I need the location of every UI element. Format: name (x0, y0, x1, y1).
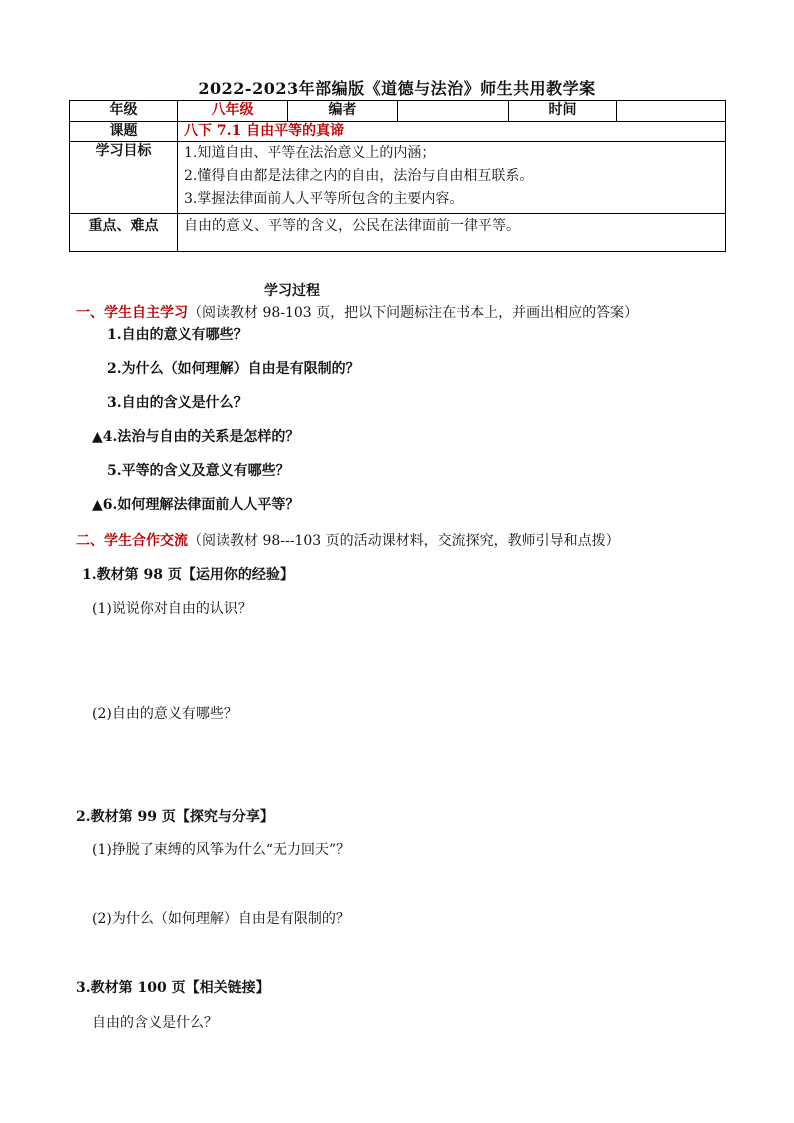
section1-header (76, 302, 638, 322)
list-item: 3.自由的含义是什么？ (107, 395, 248, 411)
list-item: ▲6.如何理解法律面前人人平等？ (92, 497, 300, 513)
editor-label: 编者 (288, 101, 398, 122)
list-item: 1.自由的意义有哪些？ (107, 327, 248, 343)
grade-label: 年级 (70, 101, 178, 122)
activity-title: 1.教材第 98 页【运用你的经验】 (82, 567, 294, 583)
activity-question: (2)自由的意义有哪些？ (92, 706, 238, 722)
goals-cell (178, 142, 726, 214)
activity-title: 2.教材第 99 页【探究与分享】 (76, 809, 274, 825)
table-row (70, 142, 726, 214)
section1-note: （阅读教材 98-103 页，把以下问题标注在书本上，并画出相应的答案） (188, 305, 639, 321)
activity-question: 自由的含义是什么？ (92, 1015, 218, 1031)
table-row (70, 101, 726, 122)
key-label: 重点、难点 (70, 214, 178, 252)
list-item: 2.为什么（如何理解）自由是有限制的？ (107, 361, 360, 377)
list-item: ▲4.法治与自由的关系是怎样的？ (92, 429, 300, 445)
activity-question: (2)为什么（如何理解）自由是有限制的？ (92, 911, 350, 927)
goal-item: 1.知道自由、平等在法治意义上的内涵； (184, 145, 436, 161)
lesson-info-table (69, 100, 726, 252)
goal-item: 2.懂得自由都是法律之内的自由，法治与自由相互联系。 (184, 168, 534, 184)
activity-question: (1)挣脱了束缚的风筝为什么“无力回天”？ (92, 842, 351, 858)
goals-label: 学习目标 (70, 142, 178, 214)
topic-value: 八下 7.1 自由平等的真谛 (178, 122, 726, 142)
section1-heading: 一、学生自主学习 (76, 305, 188, 321)
section2-header (76, 530, 620, 550)
time-value (617, 101, 726, 122)
section2-note: （阅读教材 98---103 页的活动课材料，交流探究，教师引导和点拨） (188, 533, 620, 549)
section2-heading: 二、学生合作交流 (76, 533, 188, 549)
editor-value (398, 101, 509, 122)
table-row (70, 122, 726, 142)
grade-value: 八年级 (178, 101, 288, 122)
time-label: 时间 (509, 101, 617, 122)
topic-label: 课题 (70, 122, 178, 142)
table-row (70, 214, 726, 252)
list-item: 5.平等的含义及意义有哪些？ (107, 463, 290, 479)
page-title: 2022-2023年部编版《道德与法治》师生共用教学案 (198, 79, 596, 98)
key-value: 自由的意义、平等的含义，公民在法律面前一律平等。 (178, 214, 726, 252)
activity-question: (1)说说你对自由的认识？ (92, 601, 252, 617)
process-title: 学习过程 (264, 283, 320, 299)
activity-title: 3.教材第 100 页【相关链接】 (76, 980, 270, 996)
goal-item: 3.掌握法律面前人人平等所包含的主要内容。 (184, 191, 464, 207)
